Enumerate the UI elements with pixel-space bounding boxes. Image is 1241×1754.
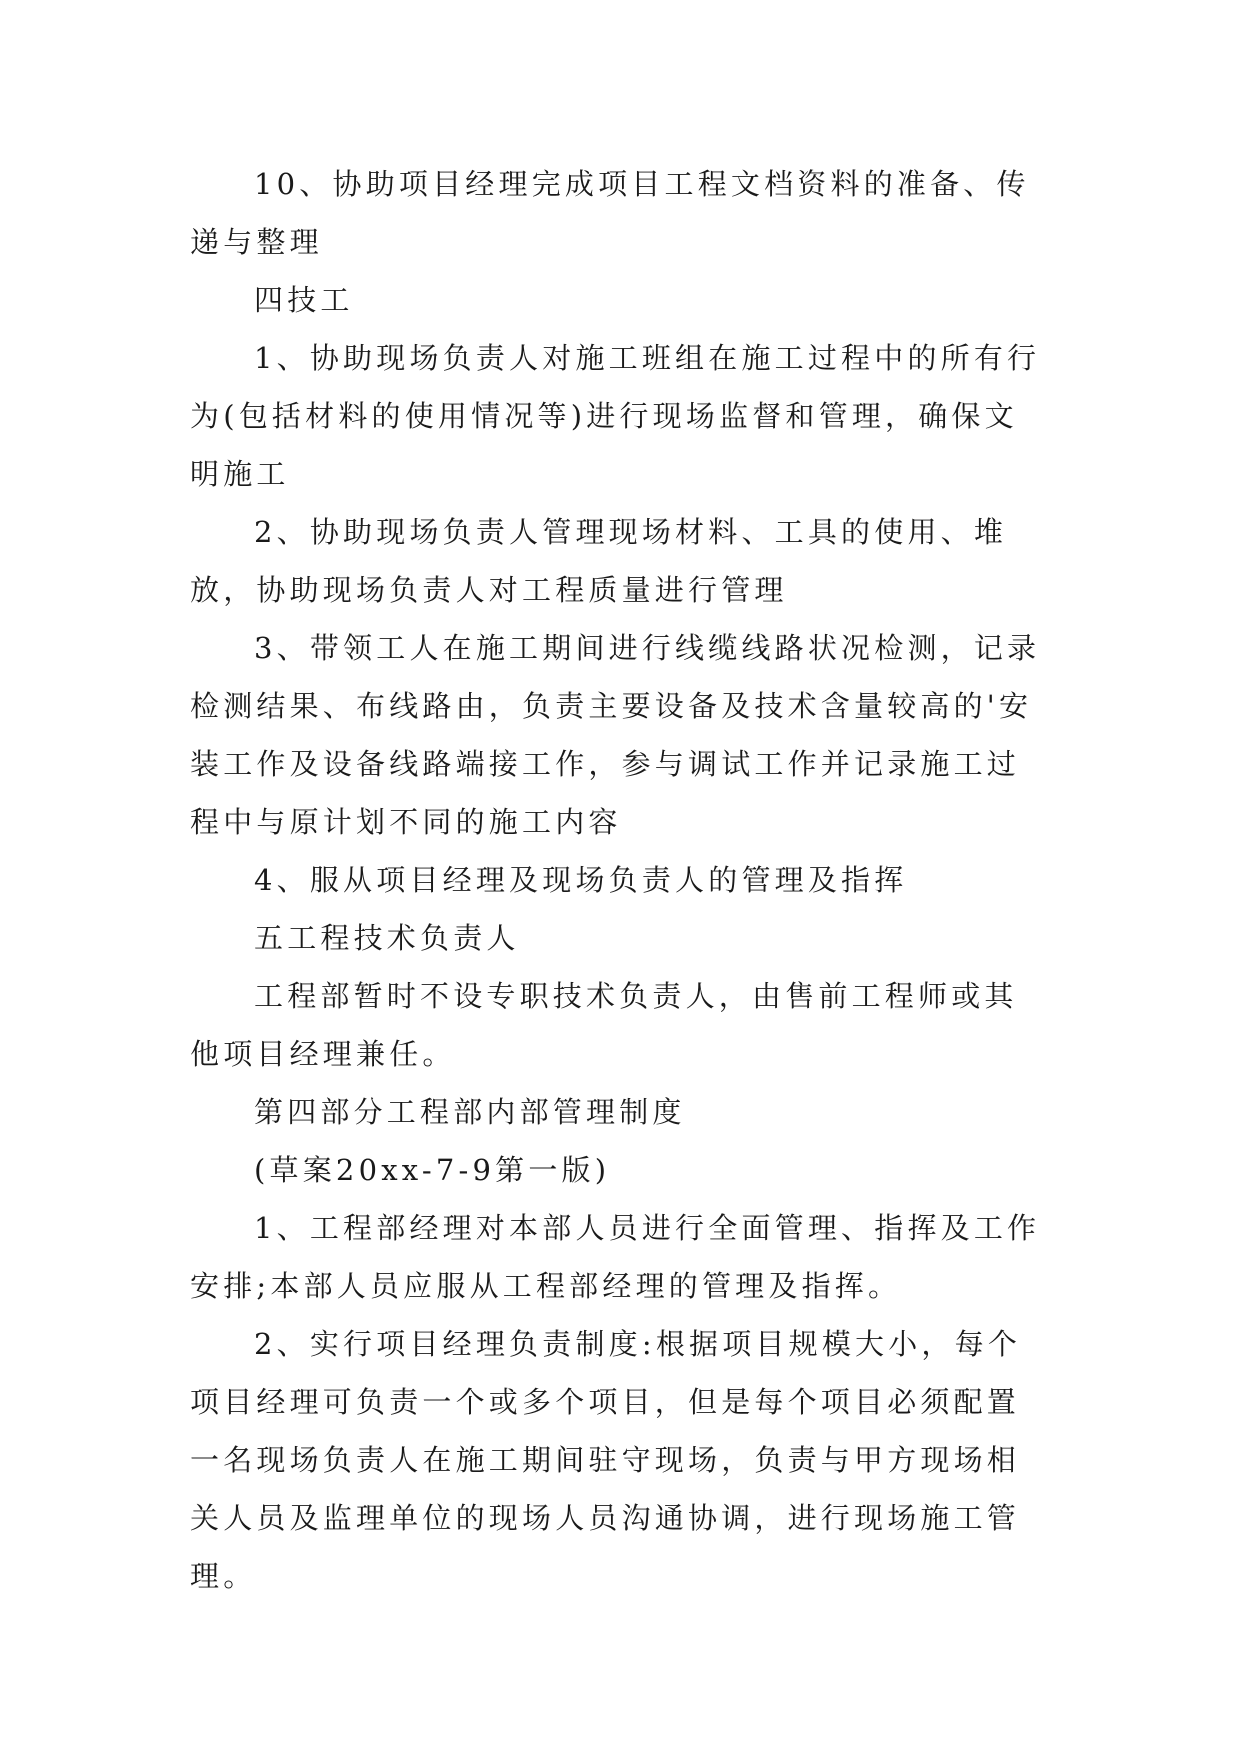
paragraph-tech-lead: 工程部暂时不设专职技术负责人，由售前工程师或其他项目经理兼任。 [190, 979, 1018, 1071]
paragraph-technician-3: 3、带领工人在施工期间进行线缆线路状况检测，记录检测结果、布线路由，负责主要设备及技术含量较高的'安装工作及设备线路端接工作，参与调试工作并记录施工过程中与原计划不同的施工内容 [190, 631, 1041, 839]
paragraph-technician-1: 1、协助现场负责人对施工班组在施工过程中的所有行为(包括材料的使用情况等)进行现场监督和管理，确保文明施工 [190, 341, 1041, 491]
section-heading-technician: 四技工 [254, 283, 354, 317]
paragraph-rule-2: 2、实行项目经理负责制度:根据项目规模大小，每个项目经理可负责一个或多个项目，但是每个项目必须配置一名现场负责人在施工期间驻守现场，负责与甲方现场相关人员及监理单位的现场人员沟通协调，进行现场施工管理。 [190, 1327, 1022, 1593]
part-heading-internal-rules: 第四部分工程部内部管理制度 [254, 1095, 686, 1129]
paragraph-technician-2: 2、协助现场负责人管理现场材料、工具的使用、堆放，协助现场负责人对工程质量进行管理 [190, 515, 1008, 607]
paragraph-technician-4: 4、服从项目经理及现场负责人的管理及指挥 [254, 863, 908, 897]
paragraph-item-10-archive: 10、协助项目经理完成项目工程文档资料的准备、传递与整理 [190, 167, 1030, 259]
section-heading-tech-lead: 五工程技术负责人 [254, 921, 520, 955]
document-body [190, 155, 1050, 1605]
draft-version-note: (草案20xx-7-9第一版) [254, 1153, 611, 1187]
paragraph-rule-1: 1、工程部经理对本部人员进行全面管理、指挥及工作安排;本部人员应服从工程部经理的管理及指挥。 [190, 1211, 1041, 1303]
